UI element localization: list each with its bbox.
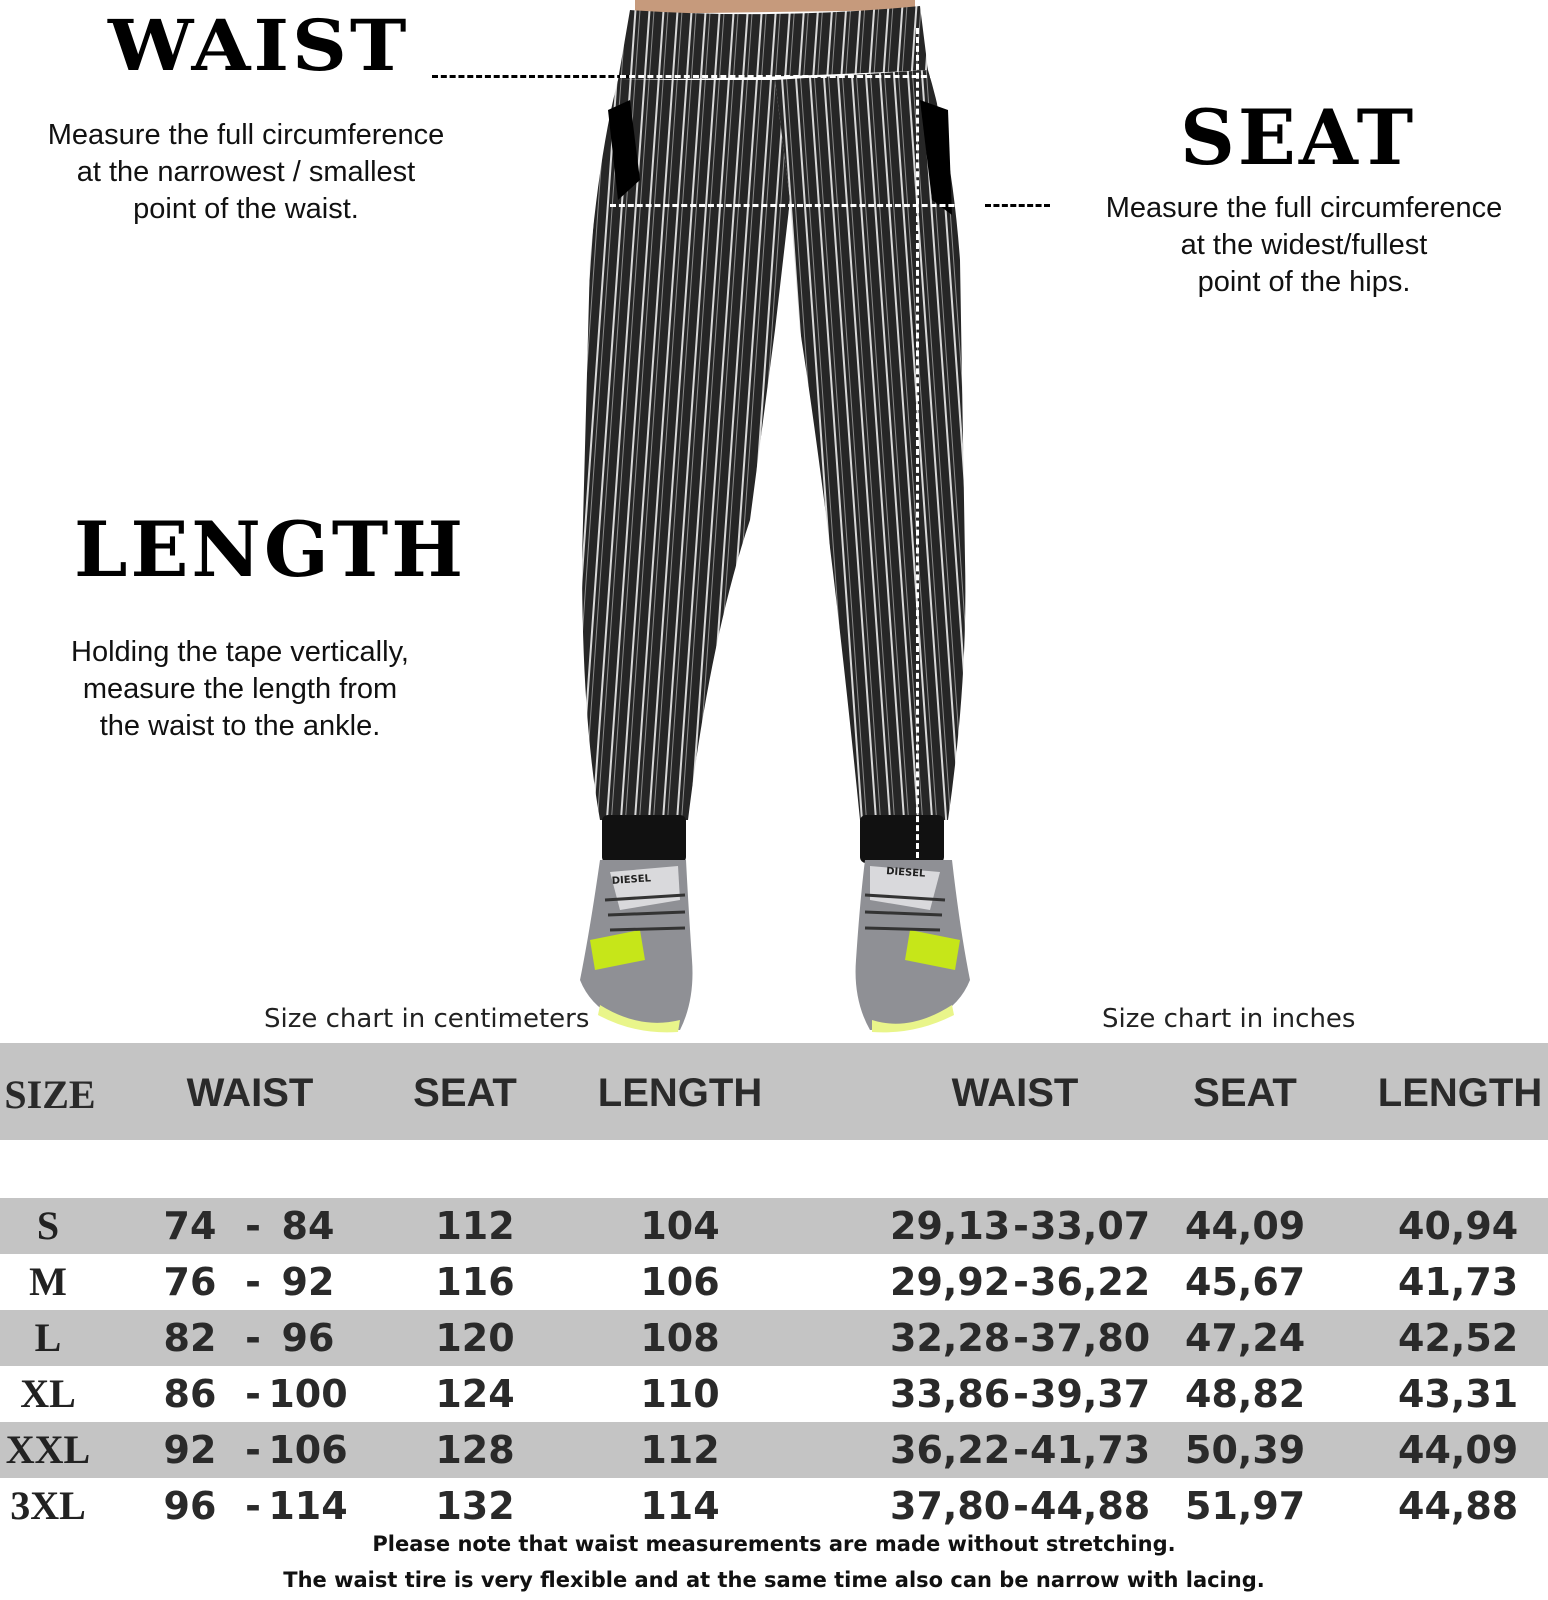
cell-waist-in-separator: - xyxy=(1013,1316,1029,1360)
row-band-l xyxy=(0,1310,1548,1366)
cell-length-cm: 104 xyxy=(640,1204,720,1248)
cell-size: XL xyxy=(20,1371,76,1416)
seat-description: Measure the full circumference at the widest/fullest point of the hips. xyxy=(1105,192,1503,298)
cell-waist-in-min: 36,22 xyxy=(890,1428,1011,1472)
header-size: SIZE xyxy=(4,1072,96,1117)
cell-seat-in: 48,82 xyxy=(1185,1372,1306,1416)
cell-waist-in-separator: - xyxy=(1013,1372,1029,1416)
cell-waist-in-min: 33,86 xyxy=(890,1372,1011,1416)
cell-seat-in: 47,24 xyxy=(1185,1316,1306,1360)
right-cuff xyxy=(860,815,944,863)
cell-waist-cm-min: 92 xyxy=(163,1428,217,1472)
cell-length-in: 42,52 xyxy=(1398,1316,1519,1360)
caption-cm: Size chart in centimeters xyxy=(264,1004,590,1034)
cell-waist-cm-separator: - xyxy=(245,1204,261,1248)
waist-description: Measure the full circumference at the narrowest / smallest point of the waist. xyxy=(47,119,445,225)
cell-waist-cm-max: 84 xyxy=(281,1204,335,1248)
cell-seat-cm: 124 xyxy=(435,1372,515,1416)
pants-waistband xyxy=(618,6,928,80)
cell-size: L xyxy=(34,1315,62,1360)
cell-waist-in-min: 29,92 xyxy=(890,1260,1011,1304)
cell-waist-in-min: 37,80 xyxy=(890,1484,1011,1528)
cell-waist-in-separator: - xyxy=(1013,1484,1029,1528)
cell-waist-in-max: 39,37 xyxy=(1030,1372,1151,1416)
left-sneaker xyxy=(580,860,693,1032)
shoe-brand-left: DIESEL xyxy=(611,873,652,887)
cell-waist-cm-min: 86 xyxy=(163,1372,217,1416)
cell-waist-in-max: 41,73 xyxy=(1030,1428,1151,1472)
pants-photo xyxy=(560,0,1010,1035)
cell-length-in: 41,73 xyxy=(1398,1260,1519,1304)
waist-title: WAIST xyxy=(108,4,410,87)
header-length-cm: LENGTH xyxy=(597,1071,763,1115)
cell-waist-in-separator: - xyxy=(1013,1260,1029,1304)
note-waist-lacing: The waist tire is very flexible and at the same time also can be narrow with lacing. xyxy=(283,1568,1265,1592)
cell-waist-in-separator: - xyxy=(1013,1428,1029,1472)
cell-seat-in: 45,67 xyxy=(1185,1260,1306,1304)
cell-waist-cm-max: 96 xyxy=(281,1316,335,1360)
row-band-xxl xyxy=(0,1422,1548,1478)
length-title: LENGTH xyxy=(74,505,467,594)
cell-size: XXL xyxy=(5,1427,91,1472)
cell-waist-cm-separator: - xyxy=(245,1428,261,1472)
cell-seat-cm: 120 xyxy=(435,1316,515,1360)
pants-left-leg xyxy=(582,80,790,820)
header-length-in: LENGTH xyxy=(1377,1071,1543,1115)
header-waist-in: WAIST xyxy=(951,1071,1079,1115)
cell-seat-cm: 112 xyxy=(435,1204,515,1248)
length-description: Holding the tape vertically, measure the length from the waist to the ankle. xyxy=(71,636,409,742)
cell-waist-cm-min: 76 xyxy=(163,1260,217,1304)
cell-length-in: 44,09 xyxy=(1398,1428,1519,1472)
cell-seat-in: 50,39 xyxy=(1185,1428,1306,1472)
cell-length-cm: 106 xyxy=(640,1260,720,1304)
cell-size: M xyxy=(29,1259,67,1304)
caption-inch: Size chart in inches xyxy=(1102,1004,1356,1034)
cell-waist-in-min: 29,13 xyxy=(890,1204,1011,1248)
cell-seat-cm: 116 xyxy=(435,1260,515,1304)
cell-length-cm: 114 xyxy=(640,1484,720,1528)
cell-waist-in-min: 32,28 xyxy=(890,1316,1011,1360)
cell-length-in: 40,94 xyxy=(1398,1204,1519,1248)
cell-length-in: 44,88 xyxy=(1398,1484,1519,1528)
cell-seat-in: 51,97 xyxy=(1185,1484,1306,1528)
cell-length-in: 43,31 xyxy=(1398,1372,1519,1416)
cell-waist-in-max: 36,22 xyxy=(1030,1260,1151,1304)
header-waist-cm: WAIST xyxy=(186,1071,314,1115)
cell-waist-cm-separator: - xyxy=(245,1484,261,1528)
cell-seat-cm: 128 xyxy=(435,1428,515,1472)
cell-length-cm: 108 xyxy=(640,1316,720,1360)
seat-guide-line xyxy=(610,204,990,207)
shoe-brand-right: DIESEL xyxy=(885,866,926,880)
note-waist-stretch: Please note that waist measurements are made without stretching. xyxy=(372,1532,1176,1556)
cell-seat-in: 44,09 xyxy=(1185,1204,1306,1248)
cell-waist-in-separator: - xyxy=(1013,1204,1029,1248)
cell-waist-cm-separator: - xyxy=(245,1316,261,1360)
cell-waist-cm-max: 114 xyxy=(268,1484,348,1528)
cell-waist-cm-min: 96 xyxy=(163,1484,217,1528)
cell-waist-cm-max: 106 xyxy=(268,1428,348,1472)
cell-size: S xyxy=(36,1203,60,1248)
header-seat-in: SEAT xyxy=(1193,1071,1297,1115)
cell-size: 3XL xyxy=(10,1483,86,1528)
left-cuff xyxy=(602,815,686,863)
cell-waist-in-max: 33,07 xyxy=(1030,1204,1151,1248)
header-seat-cm: SEAT xyxy=(413,1071,517,1115)
cell-seat-cm: 132 xyxy=(435,1484,515,1528)
cell-waist-cm-max: 92 xyxy=(281,1260,335,1304)
cell-waist-cm-separator: - xyxy=(245,1372,261,1416)
cell-waist-cm-max: 100 xyxy=(268,1372,348,1416)
cell-waist-cm-min: 82 xyxy=(163,1316,217,1360)
length-guide-line xyxy=(916,28,919,858)
cell-length-cm: 112 xyxy=(640,1428,720,1472)
right-sneaker xyxy=(856,860,970,1032)
seat-title: SEAT xyxy=(1180,93,1417,182)
waist-guide-line xyxy=(432,75,632,78)
cell-length-cm: 110 xyxy=(640,1372,720,1416)
cell-waist-in-max: 44,88 xyxy=(1030,1484,1151,1528)
waist-guide-line-on-pants xyxy=(620,75,936,78)
seat-guide-line-outer xyxy=(985,204,1050,207)
cell-waist-cm-min: 74 xyxy=(163,1204,217,1248)
cell-waist-cm-separator: - xyxy=(245,1260,261,1304)
row-band-s xyxy=(0,1198,1548,1254)
cell-waist-in-max: 37,80 xyxy=(1030,1316,1151,1360)
